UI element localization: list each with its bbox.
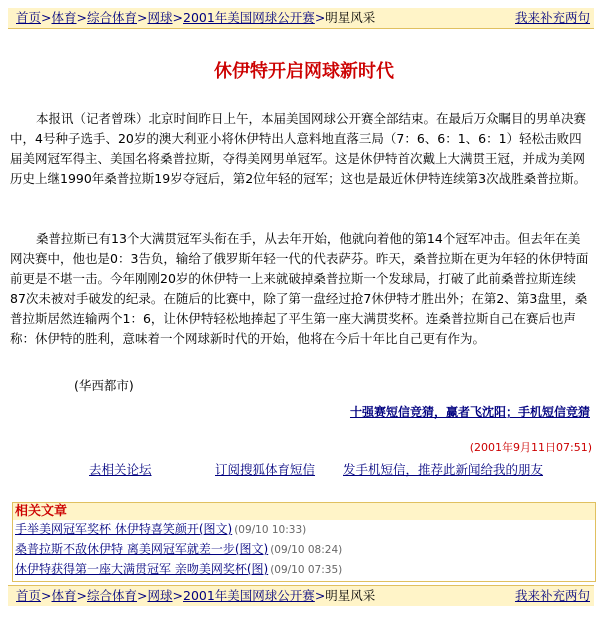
promo-banner — [350, 403, 590, 420]
related-articles-box — [12, 502, 596, 582]
breadcrumb-separator: > — [41, 588, 52, 603]
breadcrumb — [16, 586, 375, 606]
send-to-friend-link[interactable]: 发手机短信，推荐此新闻给我的朋友 — [343, 462, 544, 477]
article-paragraph-2: 桑普拉斯已有13个大满贯冠军头衔在手，从去年开始，他就向着他的第14个冠军冲击。但去年在美网决赛中，他也是0：3告负，输给了俄罗斯年轻一代的代表萨芬。昨天，桑普拉斯在更为年轻的休伊特面前更是不堪一击。今年刚刚20岁的休伊特一上来就破掉桑普拉斯一个发球局，打破了此前桑普拉斯连续87次未被对手破发的纪录。在随后的比赛中，除了第一盘经过抢7休伊特才胜出外；在第2、第3盘里，桑普拉斯居然连输两个1：6，让休伊特轻松地捧起了平生第一座大满贯奖杯。连桑普拉斯自己在赛后也声称：休伊特的胜利，意味着一个网球新时代的开始，他将在今后十年比自己更有作为。 — [10, 231, 589, 346]
article-paragraph-1: 本报讯（记者曾珠）北京时间昨日上午，本届美国网球公开赛全部结束。在最后万众瞩目的男单决赛中，4号种子选手、20岁的澳大利亚小将休伊特出人意料地直落三局（7：6、6：1、6：1）轻松击败四届美网冠军得主、美国名将桑普拉斯，夺得美网男单冠军。这是休伊特首次戴上大满贯王冠，并成为美网历史上继1990年桑普拉斯19岁夺冠后，第2位年轻的冠军；这也是最近休伊特连续第3次战胜桑普拉斯。 — [10, 111, 587, 186]
forum-link[interactable]: 去相关论坛 — [89, 462, 152, 477]
related-articles-header: 相关文章 — [13, 503, 595, 520]
list-item — [13, 520, 595, 540]
related-article-time: (09/10 10:33) — [234, 524, 307, 536]
breadcrumb-separator: > — [172, 588, 183, 603]
breadcrumb-general-sports[interactable]: 综合体育 — [87, 10, 138, 25]
related-article-time: (09/10 07:35) — [270, 564, 343, 576]
related-article-link[interactable]: 桑普拉斯不敌休伊特 离美网冠军就差一步(图文) — [15, 542, 269, 556]
breadcrumb-sports[interactable]: 体育 — [51, 10, 77, 25]
breadcrumb-current: 明星风采 — [325, 10, 376, 25]
list-item — [13, 560, 595, 580]
breadcrumb-tennis[interactable]: 网球 — [147, 10, 173, 25]
breadcrumb-general-sports[interactable]: 综合体育 — [87, 588, 138, 603]
breadcrumb-separator: > — [76, 10, 87, 25]
breadcrumb-sports[interactable]: 体育 — [51, 588, 77, 603]
related-article-time: (09/10 08:24) — [270, 544, 343, 556]
article-source: (华西都市) — [74, 378, 134, 393]
related-article-link[interactable]: 手举美网冠军奖杯 休伊特喜笑颜开(图文) — [15, 522, 233, 536]
breadcrumb — [16, 8, 375, 28]
breadcrumb-separator: > — [314, 588, 326, 603]
subscribe-sms-link[interactable]: 订阅搜狐体育短信 — [215, 462, 316, 477]
related-article-link[interactable]: 休伊特获得第一座大满贯冠军 亲吻美网奖杯(图) — [15, 562, 269, 576]
breadcrumb-home[interactable]: 首页 — [16, 10, 42, 25]
promo-link[interactable]: 十强赛短信竞猜，赢者飞沈阳；手机短信竞猜 — [349, 405, 590, 419]
breadcrumb-current: 明星风采 — [325, 588, 376, 603]
breadcrumb-separator: > — [314, 10, 326, 25]
breadcrumb-home[interactable]: 首页 — [16, 588, 42, 603]
breadcrumb-separator: > — [137, 10, 148, 25]
breadcrumb-us-open[interactable]: 2001年美国网球公开赛 — [183, 588, 315, 603]
breadcrumb-tennis[interactable]: 网球 — [147, 588, 173, 603]
article-title: 休伊特开启网球新时代 — [214, 61, 394, 82]
divider — [8, 28, 594, 29]
list-item — [13, 540, 595, 560]
add-comment-link[interactable]: 我来补充两句 — [514, 10, 590, 25]
breadcrumb-bar-top — [8, 8, 594, 28]
article-date: (2001年9月11日07:51) — [469, 441, 592, 454]
breadcrumb-us-open[interactable]: 2001年美国网球公开赛 — [183, 10, 315, 25]
breadcrumb-separator: > — [137, 588, 148, 603]
breadcrumb-bar-bottom — [8, 586, 594, 606]
breadcrumb-separator: > — [76, 588, 87, 603]
breadcrumb-separator: > — [41, 10, 52, 25]
add-comment-link[interactable]: 我来补充两句 — [514, 588, 590, 603]
breadcrumb-separator: > — [172, 10, 183, 25]
